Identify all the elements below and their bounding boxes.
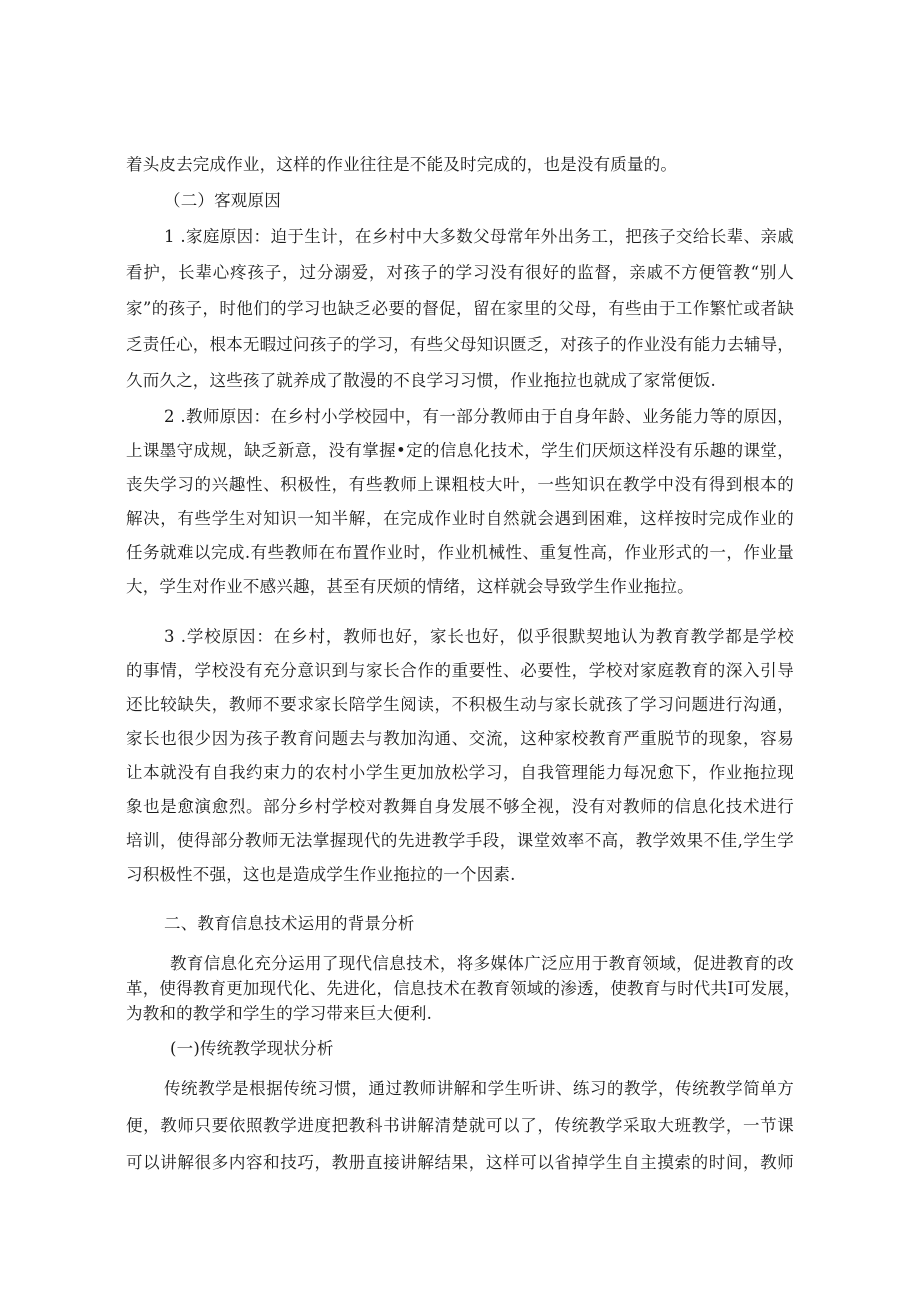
- text-line: 1 .家庭原因：迫于生计，在乡村中大多数父母常年外出务工，把孩子交给长辈、亲戚: [164, 227, 794, 246]
- paragraph-family-reasons: [126, 219, 794, 399]
- intro-paragraph: [126, 147, 794, 183]
- heading-traditional-teaching: [126, 1031, 794, 1067]
- text-line: 上课墨守成规，缺乏新意，没有掌握•定的信息化技术，学生们厌烦这样没有乐趣的课堂，: [126, 441, 794, 460]
- text-line: 培训，使得部分教师无法掌握现代的先进教学手段，课堂效率不高，教学效果不佳,学生学: [126, 831, 794, 850]
- text-line: 可以讲解很多内容和技巧，教册直接讲解结果，这样可以省掉学生自主摸索的时间，教师: [126, 1153, 794, 1172]
- text-line: 象也是愈演愈烈。部分乡村学校对教舞自身发展不够全视，没有对教师的信息化技术进行: [126, 797, 794, 816]
- text-line: 传统教学是根据传统习惯，通过教师讲解和学生听讲、练习的教学，传统教学简单方: [164, 1079, 794, 1098]
- text-line: 大，学生对作业不感兴趣，甚至有厌烦的情绪，这样就会导致学生作业拖拉。: [126, 577, 694, 596]
- text-line: 家”的孩子，时他们的学习也缺乏必要的督促，留在家里的父母，有些由于工作繁忙或者缺: [126, 299, 794, 318]
- text-line: 家长也很少因为孩子教育问题去与教加沟通、交流，这种家校教育严重脱节的现象，容易: [126, 729, 794, 748]
- text-line: 习积极性不强，这也是造成学生作业拖拉的一个因素.: [126, 865, 516, 884]
- text-line: 便，教师只要依照教学进度把教科书讲解清楚就可以了，传统教学采取大班教学，一节课: [126, 1116, 794, 1135]
- text-line: 还比较缺失，教师不要求家长陪学生阅读，不积极生动与家长就孩了学习问题进行沟通，: [126, 695, 794, 714]
- text-line: 着头皮去完成作业，这样的作业往往是不能及时完成的，也是没有质量的。: [126, 155, 678, 174]
- text-line: 乏责任心，根本无暇过问孩子的学习，有些父母知识匮乏，对孩子的作业没有能力去辅导，: [126, 335, 794, 354]
- text-line: 2 .教师原因：在乡村小学校园中，有一部分教师由于自身年龄、业务能力等的原因，: [164, 407, 794, 426]
- section-heading: (一)传统教学现状分析: [170, 1039, 334, 1058]
- paragraph-school-reasons: [126, 620, 794, 892]
- text-line: 的事情，学校没有充分意识到与家长合作的重要性、必要性，学校对家庭教育的深入引导: [126, 661, 794, 680]
- paragraph-info-tech: [126, 951, 801, 1026]
- text-line: 解决，有些学生对知识一知半解，在完成作业时自然就会遇到困难，这样按时完成作业的: [126, 509, 794, 528]
- text-line: 教育信息化充分运用了现代信息技术，将多媒体广泛应用于教育领域，促进教育的改: [170, 954, 794, 973]
- heading-objective-reasons: [126, 183, 794, 219]
- text-line: 看护，长辈心疼孩子，过分溺爱，对孩子的学习没有很好的监督，亲戚不方便管教“别人: [126, 263, 794, 282]
- section-heading: 二、教育信息技术运用的背景分析: [164, 914, 415, 933]
- text-line: 丧失学习的兴趣性、积极性，有些教师上课粗枝大叶，一些知识在教学中没有得到根本的: [126, 475, 794, 494]
- paragraph-teacher-reasons: [126, 400, 794, 604]
- text-line: 为教和的教学和学生的学习带来巨大便利.: [126, 1004, 433, 1023]
- section-heading: （二）客观原因: [164, 191, 281, 210]
- text-line: 让本就没有自我约束力的农村小学生更加放松学习，自我管理能力每况愈下，作业拖拉现: [126, 763, 794, 782]
- heading-section-two: [126, 906, 794, 942]
- text-line: 3 .学校原因：在乡村，教师也好，家长也好，似乎很默契地认为教育教学都是学校: [164, 627, 794, 646]
- text-line: 任务就难以完成.有些教师在布置作业时，作业机械性、重复性高，作业形式的一，作业量: [126, 543, 794, 562]
- text-line: 久而久之，这些孩了就养成了散漫的不良学习习惯，作业拖拉也就成了家常便饭.: [126, 371, 716, 390]
- text-line: 革，使得教育更加现代化、先进化，信息技术在教育领域的渗透，使教育与时代共I可发展，: [126, 979, 801, 998]
- paragraph-traditional-teaching: [126, 1070, 794, 1181]
